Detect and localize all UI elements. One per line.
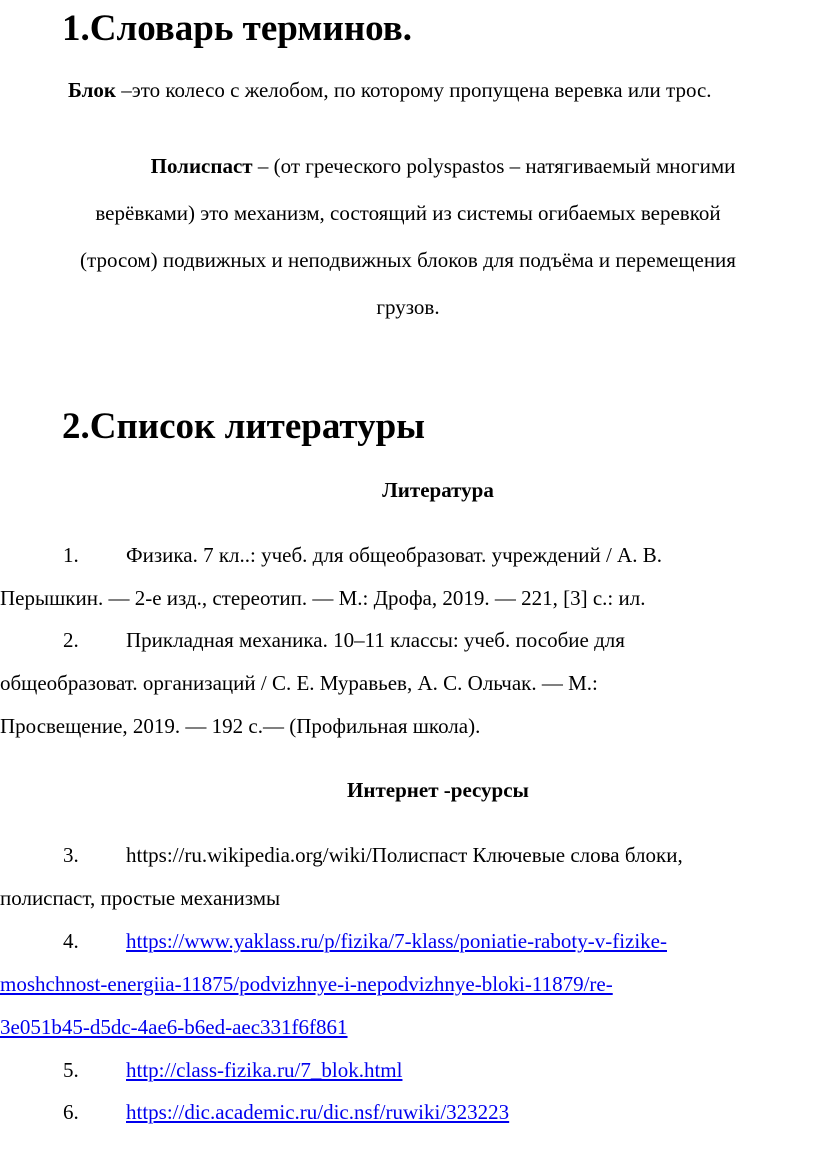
reference-number: 5. (63, 1058, 79, 1082)
term-definition: –это колесо с желобом, по которому пропущена веревка или трос. (116, 78, 712, 102)
term-block-definition (68, 78, 816, 103)
reference-number: 3. (63, 843, 79, 867)
term-word: Блок (68, 78, 116, 102)
reference-number: 1. (63, 543, 79, 567)
term-definition-line: (тросом) подвижных и неподвижных блоков для подъёма и перемещения (80, 248, 736, 272)
reference-text: Прикладная механика. 10–11 классы: учеб. пособие для (126, 628, 625, 652)
reference-link[interactable]: http://class-fizika.ru/7_blok.html (126, 1058, 403, 1082)
reference-number: 2. (63, 628, 79, 652)
subheading-literature: Литература (382, 478, 494, 502)
reference-item (0, 619, 816, 748)
term-word: Полиспаст (150, 154, 253, 178)
reference-text: Перышкин. — 2-е изд., стереотип. — М.: Дрофа, 2019. — 221, [3] с.: ил. (0, 586, 646, 610)
reference-link[interactable]: moshchnost-energiia-11875/podvizhnye-i-nepodvizhnye-bloki-11879/re- (0, 972, 613, 996)
subheading-internet-resources: Интернет -ресурсы (347, 778, 529, 802)
reference-item (0, 834, 816, 920)
term-definition-line: грузов. (376, 295, 440, 319)
reference-number: 6. (63, 1100, 79, 1124)
reference-text: Просвещение, 2019. — 192 с.— (Профильная школа). (0, 714, 481, 738)
term-definition-line: верёвками) это механизм, состоящий из системы огибаемых веревкой (95, 201, 721, 225)
reference-item (0, 1091, 816, 1134)
reference-link[interactable]: https://dic.academic.ru/dic.nsf/ruwiki/323223 (126, 1100, 510, 1124)
reference-text: общеобразоват. организаций / С. Е. Муравьев, А. С. Ольчак. — М.: (0, 671, 598, 695)
section-title-glossary: 1.Словарь терминов. (62, 8, 412, 49)
reference-item (0, 534, 816, 620)
section-title-references: 2.Список литературы (62, 406, 426, 447)
term-polispast-definition (0, 143, 816, 331)
reference-item (0, 1049, 816, 1092)
reference-number: 4. (63, 929, 79, 953)
reference-text: полиспаст, простые механизмы (0, 886, 281, 910)
reference-link[interactable]: https://www.yaklass.ru/p/fizika/7-klass/poniatie-raboty-v-fizike- (126, 929, 667, 953)
reference-item (0, 920, 816, 1049)
reference-link[interactable]: 3e051b45-d5dc-4ae6-b6ed-aec331f6f861 (0, 1015, 348, 1039)
term-definition-line: – (от греческого polyspastos – натягиваемый многими (252, 154, 736, 178)
reference-text: Физика. 7 кл..: учеб. для общеобразоват. учреждений / А. В. (126, 543, 662, 567)
reference-text: https://ru.wikipedia.org/wiki/Полиспаст Ключевые слова блоки, (126, 843, 683, 867)
